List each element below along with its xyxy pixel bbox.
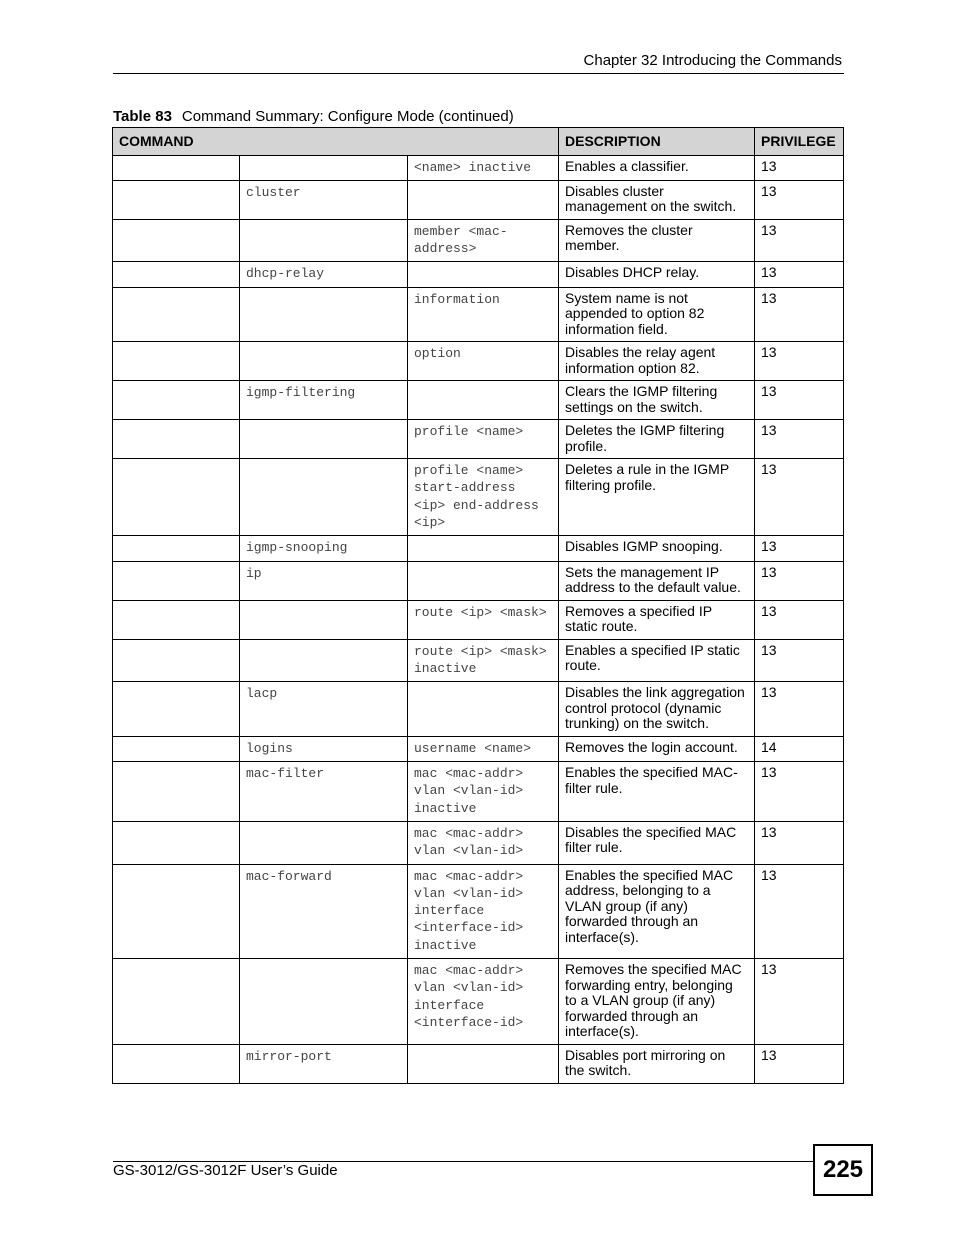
table-row xyxy=(113,762,844,822)
description-cell: Disables the link aggregation control protocol (dynamic trunking) on the switch. xyxy=(559,682,755,737)
command-level-1-cell xyxy=(113,262,240,287)
command-level-1-cell xyxy=(113,864,240,958)
command-level-1-cell xyxy=(113,459,240,536)
command-level-1-cell xyxy=(113,682,240,737)
command-level-2-cell: mirror-port xyxy=(240,1044,408,1083)
description-cell: Disables cluster management on the switch. xyxy=(559,180,755,219)
description-cell: Deletes a rule in the IGMP filtering profile. xyxy=(559,459,755,536)
command-parameter-cell: information xyxy=(408,287,559,342)
page-number: 225 xyxy=(813,1144,873,1196)
command-parameter-cell: mac <mac-addr> vlan <vlan-id> interface <interface-id> xyxy=(408,959,559,1045)
privilege-cell: 13 xyxy=(755,864,844,958)
command-parameter-cell: route <ip> <mask> xyxy=(408,600,559,639)
description-cell: Removes the cluster member. xyxy=(559,219,755,262)
command-level-2-cell: cluster xyxy=(240,180,408,219)
table-row xyxy=(113,821,844,864)
table-row xyxy=(113,459,844,536)
privilege-cell: 13 xyxy=(755,762,844,822)
description-cell: Removes a specified IP static route. xyxy=(559,600,755,639)
table-header-row xyxy=(113,128,844,156)
command-level-2-cell xyxy=(240,459,408,536)
command-level-2-cell: igmp-filtering xyxy=(240,381,408,420)
table-row xyxy=(113,736,844,761)
table-row xyxy=(113,600,844,639)
command-summary-table xyxy=(112,127,844,1084)
command-level-1-cell xyxy=(113,736,240,761)
command-level-2-cell xyxy=(240,287,408,342)
command-level-2-cell xyxy=(240,600,408,639)
command-parameter-cell: mac <mac-addr> vlan <vlan-id> inactive xyxy=(408,762,559,822)
command-level-2-cell xyxy=(240,155,408,180)
table-row xyxy=(113,287,844,342)
command-level-2-cell xyxy=(240,420,408,459)
table-caption xyxy=(113,108,514,125)
command-parameter-cell xyxy=(408,561,559,600)
command-parameter-cell xyxy=(408,536,559,561)
privilege-cell: 13 xyxy=(755,155,844,180)
description-cell: Disables the specified MAC filter rule. xyxy=(559,821,755,864)
command-level-2-cell: ip xyxy=(240,561,408,600)
command-parameter-cell: username <name> xyxy=(408,736,559,761)
command-parameter-cell xyxy=(408,1044,559,1083)
privilege-cell: 13 xyxy=(755,639,844,682)
command-level-1-cell xyxy=(113,381,240,420)
command-level-1-cell xyxy=(113,180,240,219)
header-privilege: PRIVILEGE xyxy=(755,128,844,156)
privilege-cell: 14 xyxy=(755,736,844,761)
command-parameter-cell: profile <name> start-address <ip> end-address <ip> xyxy=(408,459,559,536)
command-level-2-cell xyxy=(240,821,408,864)
privilege-cell: 13 xyxy=(755,287,844,342)
table-row xyxy=(113,180,844,219)
description-cell: Enables the specified MAC-filter rule. xyxy=(559,762,755,822)
command-level-1-cell xyxy=(113,219,240,262)
privilege-cell: 13 xyxy=(755,342,844,381)
table-body xyxy=(113,155,844,1083)
command-parameter-cell: profile <name> xyxy=(408,420,559,459)
table-caption-text: Command Summary: Configure Mode (continued) xyxy=(181,108,514,125)
table-row xyxy=(113,536,844,561)
command-level-1-cell xyxy=(113,762,240,822)
command-level-1-cell xyxy=(113,600,240,639)
privilege-cell: 13 xyxy=(755,682,844,737)
description-cell: Enables a classifier. xyxy=(559,155,755,180)
command-parameter-cell xyxy=(408,682,559,737)
description-cell: Disables port mirroring on the switch. xyxy=(559,1044,755,1083)
command-parameter-cell xyxy=(408,262,559,287)
table-row xyxy=(113,561,844,600)
privilege-cell: 13 xyxy=(755,459,844,536)
table-row xyxy=(113,959,844,1045)
command-level-1-cell xyxy=(113,821,240,864)
command-level-2-cell: mac-forward xyxy=(240,864,408,958)
privilege-cell: 13 xyxy=(755,561,844,600)
privilege-cell: 13 xyxy=(755,219,844,262)
command-parameter-cell xyxy=(408,381,559,420)
command-level-2-cell xyxy=(240,959,408,1045)
command-parameter-cell: member <mac-address> xyxy=(408,219,559,262)
command-level-2-cell: logins xyxy=(240,736,408,761)
command-level-1-cell xyxy=(113,420,240,459)
description-cell: Deletes the IGMP filtering profile. xyxy=(559,420,755,459)
privilege-cell: 13 xyxy=(755,821,844,864)
command-parameter-cell: <name> inactive xyxy=(408,155,559,180)
header-description: DESCRIPTION xyxy=(559,128,755,156)
description-cell: Disables the relay agent information option 82. xyxy=(559,342,755,381)
privilege-cell: 13 xyxy=(755,959,844,1045)
command-parameter-cell: mac <mac-addr> vlan <vlan-id> interface <interface-id> inactive xyxy=(408,864,559,958)
description-cell: Clears the IGMP filtering settings on the switch. xyxy=(559,381,755,420)
command-level-1-cell xyxy=(113,561,240,600)
privilege-cell: 13 xyxy=(755,262,844,287)
table-caption-label: Table 83 xyxy=(113,108,172,125)
privilege-cell: 13 xyxy=(755,381,844,420)
table-row xyxy=(113,155,844,180)
table-row xyxy=(113,219,844,262)
command-level-1-cell xyxy=(113,536,240,561)
command-level-2-cell: lacp xyxy=(240,682,408,737)
privilege-cell: 13 xyxy=(755,1044,844,1083)
privilege-cell: 13 xyxy=(755,536,844,561)
header-divider xyxy=(113,73,844,74)
table-row xyxy=(113,1044,844,1083)
command-level-2-cell: igmp-snooping xyxy=(240,536,408,561)
chapter-title: Chapter 32 Introducing the Commands xyxy=(583,52,842,69)
command-parameter-cell: route <ip> <mask> inactive xyxy=(408,639,559,682)
table-row xyxy=(113,381,844,420)
description-cell: Disables DHCP relay. xyxy=(559,262,755,287)
privilege-cell: 13 xyxy=(755,600,844,639)
command-level-1-cell xyxy=(113,639,240,682)
description-cell: Removes the specified MAC forwarding entry, belonging to a VLAN group (if any) forwarded through an interface(s). xyxy=(559,959,755,1045)
description-cell: Disables IGMP snooping. xyxy=(559,536,755,561)
description-cell: Sets the management IP address to the default value. xyxy=(559,561,755,600)
description-cell: Enables the specified MAC address, belonging to a VLAN group (if any) forwarded through an interface(s). xyxy=(559,864,755,958)
table-row xyxy=(113,682,844,737)
table-row xyxy=(113,639,844,682)
command-parameter-cell: option xyxy=(408,342,559,381)
table-row xyxy=(113,262,844,287)
command-level-2-cell xyxy=(240,219,408,262)
privilege-cell: 13 xyxy=(755,180,844,219)
privilege-cell: 13 xyxy=(755,420,844,459)
command-level-1-cell xyxy=(113,155,240,180)
command-level-2-cell xyxy=(240,639,408,682)
description-cell: System name is not appended to option 82 information field. xyxy=(559,287,755,342)
command-level-1-cell xyxy=(113,1044,240,1083)
description-cell: Enables a specified IP static route. xyxy=(559,639,755,682)
command-level-1-cell xyxy=(113,342,240,381)
command-parameter-cell xyxy=(408,180,559,219)
command-level-2-cell xyxy=(240,342,408,381)
table-row xyxy=(113,420,844,459)
command-level-2-cell: dhcp-relay xyxy=(240,262,408,287)
command-level-2-cell: mac-filter xyxy=(240,762,408,822)
header-command: COMMAND xyxy=(113,128,559,156)
table-row xyxy=(113,864,844,958)
command-level-1-cell xyxy=(113,287,240,342)
guide-title: GS-3012/GS-3012F User’s Guide xyxy=(113,1162,338,1179)
command-parameter-cell: mac <mac-addr> vlan <vlan-id> xyxy=(408,821,559,864)
table-row xyxy=(113,342,844,381)
command-level-1-cell xyxy=(113,959,240,1045)
description-cell: Removes the login account. xyxy=(559,736,755,761)
